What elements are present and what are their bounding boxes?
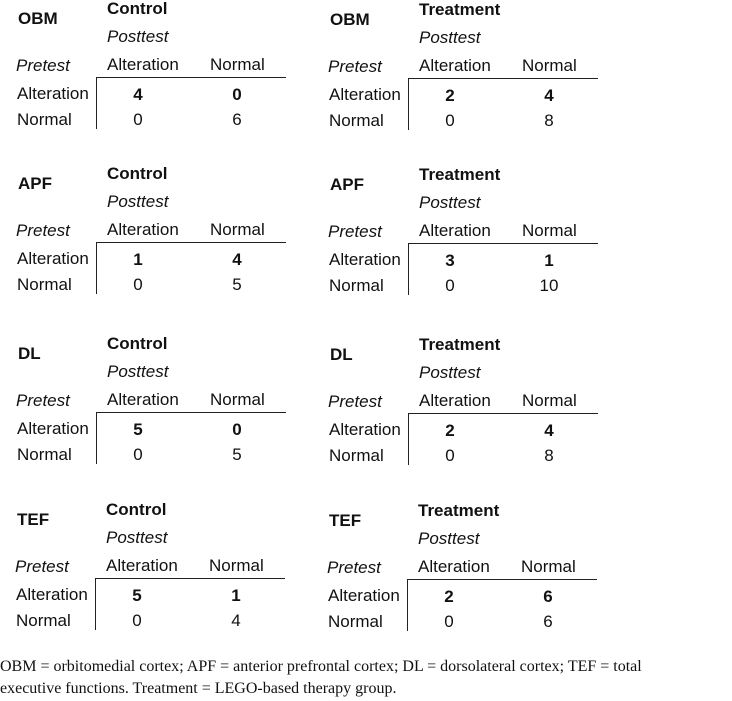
table-dl-control bbox=[14, 336, 314, 471]
posttest-label: Posttest bbox=[419, 193, 481, 212]
cell-normal-normal: 8 bbox=[544, 446, 554, 465]
cell-alt-alt: 5 bbox=[132, 586, 142, 605]
measure-label: APF bbox=[18, 174, 52, 193]
row-label-alteration: Alteration bbox=[17, 419, 89, 438]
header-divider bbox=[408, 413, 598, 414]
cell-normal-normal: 6 bbox=[543, 612, 553, 631]
posttest-label: Posttest bbox=[418, 529, 480, 548]
measure-label: DL bbox=[18, 344, 41, 363]
header-divider bbox=[408, 78, 598, 79]
row-label-normal: Normal bbox=[328, 612, 383, 631]
row-divider bbox=[96, 77, 97, 129]
measure-label: OBM bbox=[18, 9, 58, 28]
cell-alt-alt: 5 bbox=[133, 420, 143, 439]
group-label: Treatment bbox=[419, 335, 501, 354]
cell-normal-alt: 0 bbox=[132, 611, 142, 630]
row-label-normal: Normal bbox=[17, 275, 72, 294]
cell-alt-alt: 2 bbox=[445, 86, 455, 105]
pretest-label: Pretest bbox=[328, 222, 382, 241]
pretest-label: Pretest bbox=[16, 221, 70, 240]
cell-normal-alt: 0 bbox=[444, 612, 454, 631]
posttest-label: Posttest bbox=[419, 28, 481, 47]
posttest-label: Posttest bbox=[107, 192, 169, 211]
group-label: Treatment bbox=[419, 0, 501, 19]
cell-normal-alt: 0 bbox=[445, 446, 455, 465]
header-divider bbox=[96, 242, 286, 243]
col-header-alteration: Alteration bbox=[419, 221, 491, 240]
cell-normal-alt: 0 bbox=[445, 276, 455, 295]
col-header-normal: Normal bbox=[210, 390, 265, 409]
row-label-alteration: Alteration bbox=[17, 249, 89, 268]
cell-alt-alt: 2 bbox=[444, 587, 454, 606]
cell-alt-alt: 1 bbox=[133, 250, 143, 269]
posttest-label: Posttest bbox=[107, 362, 169, 381]
table-apf-control bbox=[14, 166, 314, 301]
row-divider bbox=[408, 78, 409, 130]
header-divider bbox=[96, 77, 286, 78]
table-obm-control bbox=[14, 1, 314, 136]
row-label-normal: Normal bbox=[329, 111, 384, 130]
cell-normal-normal: 6 bbox=[232, 110, 242, 129]
cell-alt-normal: 0 bbox=[232, 420, 242, 439]
table-obm-treatment bbox=[326, 2, 626, 137]
posttest-label: Posttest bbox=[106, 528, 168, 547]
cell-alt-normal: 6 bbox=[543, 587, 553, 606]
row-label-alteration: Alteration bbox=[329, 250, 401, 269]
row-label-normal: Normal bbox=[16, 611, 71, 630]
measure-label: TEF bbox=[329, 511, 362, 530]
cell-normal-alt: 0 bbox=[133, 275, 143, 294]
col-header-normal: Normal bbox=[522, 391, 577, 410]
cell-normal-normal: 4 bbox=[231, 611, 241, 630]
cell-alt-normal: 1 bbox=[231, 586, 241, 605]
row-label-normal: Normal bbox=[329, 446, 384, 465]
group-label: Control bbox=[107, 164, 168, 183]
pretest-label: Pretest bbox=[328, 57, 382, 76]
pretest-label: Pretest bbox=[328, 392, 382, 411]
cell-alt-normal: 4 bbox=[544, 86, 554, 105]
cell-alt-normal: 4 bbox=[232, 250, 242, 269]
table-dl-treatment bbox=[326, 337, 626, 472]
cell-alt-normal: 1 bbox=[544, 251, 554, 270]
posttest-label: Posttest bbox=[419, 363, 481, 382]
cell-normal-normal: 5 bbox=[232, 275, 242, 294]
cell-normal-normal: 5 bbox=[232, 445, 242, 464]
row-label-alteration: Alteration bbox=[329, 85, 401, 104]
header-divider bbox=[95, 578, 285, 579]
measure-label: APF bbox=[330, 175, 364, 194]
col-header-normal: Normal bbox=[210, 55, 265, 74]
row-label-normal: Normal bbox=[17, 110, 72, 129]
col-header-alteration: Alteration bbox=[419, 56, 491, 75]
group-label: Control bbox=[107, 334, 168, 353]
figure-caption bbox=[0, 656, 732, 700]
col-header-alteration: Alteration bbox=[106, 556, 178, 575]
cell-alt-alt: 3 bbox=[445, 251, 455, 270]
cell-alt-normal: 0 bbox=[232, 85, 242, 104]
row-label-normal: Normal bbox=[329, 276, 384, 295]
row-divider bbox=[96, 242, 97, 294]
pretest-label: Pretest bbox=[15, 557, 69, 576]
cell-normal-alt: 0 bbox=[133, 445, 143, 464]
caption-line-2: executive functions. Treatment = LEGO-based therapy group. bbox=[0, 680, 397, 697]
col-header-alteration: Alteration bbox=[107, 390, 179, 409]
col-header-alteration: Alteration bbox=[107, 55, 179, 74]
col-header-alteration: Alteration bbox=[418, 557, 490, 576]
row-label-normal: Normal bbox=[17, 445, 72, 464]
group-label: Treatment bbox=[419, 165, 501, 184]
row-label-alteration: Alteration bbox=[328, 586, 400, 605]
col-header-normal: Normal bbox=[209, 556, 264, 575]
cell-alt-normal: 4 bbox=[544, 421, 554, 440]
measure-label: TEF bbox=[17, 510, 50, 529]
cell-normal-normal: 10 bbox=[539, 276, 559, 295]
caption-line-1: OBM = orbitomedial cortex; APF = anterior prefrontal cortex; DL = dorsolateral cortex; TEF = total bbox=[0, 658, 642, 675]
col-header-alteration: Alteration bbox=[419, 391, 491, 410]
pretest-label: Pretest bbox=[16, 56, 70, 75]
measure-label: DL bbox=[330, 345, 353, 364]
col-header-normal: Normal bbox=[521, 557, 576, 576]
row-label-alteration: Alteration bbox=[329, 420, 401, 439]
group-label: Control bbox=[107, 0, 168, 18]
measure-label: OBM bbox=[330, 10, 370, 29]
col-header-normal: Normal bbox=[210, 220, 265, 239]
header-divider bbox=[408, 243, 598, 244]
group-label: Treatment bbox=[418, 501, 500, 520]
header-divider bbox=[407, 579, 597, 580]
row-divider bbox=[408, 413, 409, 465]
pretest-label: Pretest bbox=[16, 391, 70, 410]
row-divider bbox=[96, 412, 97, 464]
cell-normal-normal: 8 bbox=[544, 111, 554, 130]
row-divider bbox=[407, 579, 408, 631]
col-header-normal: Normal bbox=[522, 56, 577, 75]
cell-alt-alt: 4 bbox=[133, 85, 143, 104]
table-apf-treatment bbox=[326, 167, 626, 302]
col-header-normal: Normal bbox=[522, 221, 577, 240]
row-divider bbox=[408, 243, 409, 295]
table-tef-control bbox=[13, 502, 313, 637]
cell-alt-alt: 2 bbox=[445, 421, 455, 440]
cell-normal-alt: 0 bbox=[445, 111, 455, 130]
row-label-alteration: Alteration bbox=[17, 84, 89, 103]
row-divider bbox=[95, 578, 96, 630]
pretest-label: Pretest bbox=[327, 558, 381, 577]
col-header-alteration: Alteration bbox=[107, 220, 179, 239]
posttest-label: Posttest bbox=[107, 27, 169, 46]
group-label: Control bbox=[106, 500, 167, 519]
cell-normal-alt: 0 bbox=[133, 110, 143, 129]
header-divider bbox=[96, 412, 286, 413]
row-label-alteration: Alteration bbox=[16, 585, 88, 604]
table-tef-treatment bbox=[325, 503, 625, 638]
